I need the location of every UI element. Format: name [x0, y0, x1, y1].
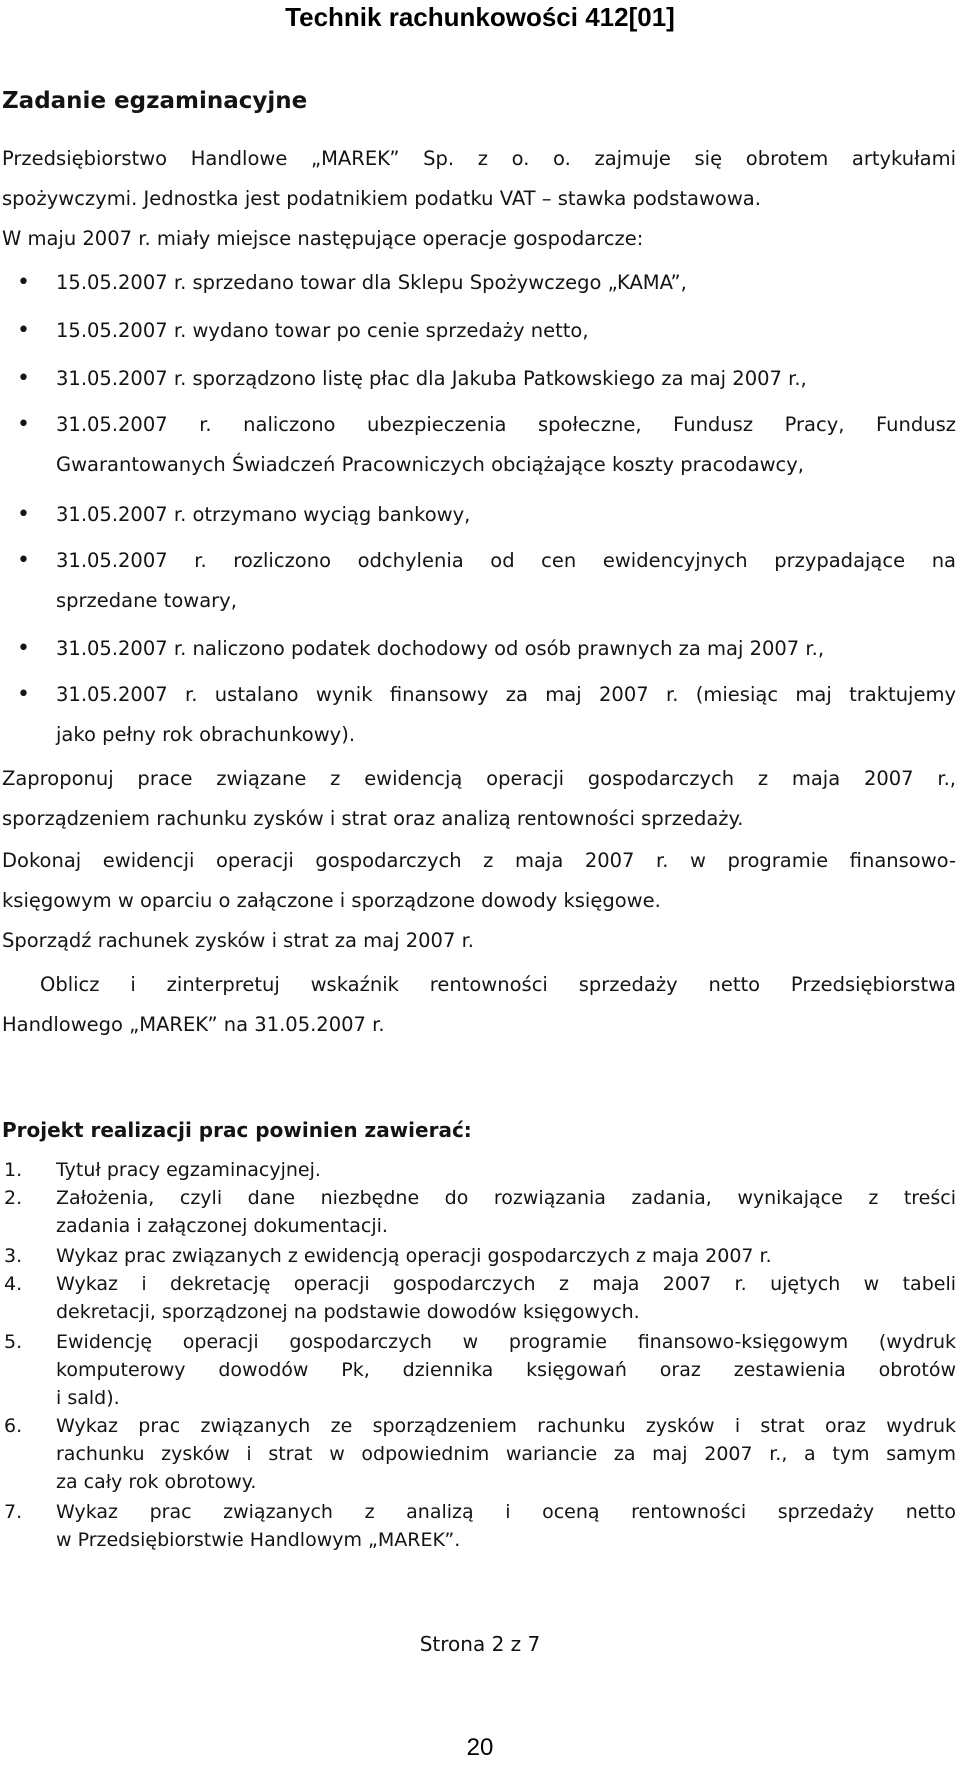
- document-header-title: Technik rachunkowości 412[01]: [285, 2, 675, 32]
- operation-line: 31.05.2007 r. otrzymano wyciąg bankowy,: [56, 503, 471, 526]
- item-number: 5.: [4, 1331, 23, 1353]
- project-item-line: Wykaz prac związanych z ewidencją operacji gospodarczych z maja 2007 r.: [56, 1245, 772, 1267]
- bullet-icon: •: [17, 318, 30, 343]
- instruction-line: Zaproponuj prace związane z ewidencją operacji gospodarczych z maja 2007 r.,: [2, 767, 956, 790]
- operation-line: sprzedane towary,: [56, 589, 237, 612]
- task-heading: Zadanie egzaminacyjne: [2, 88, 308, 114]
- instruction-line: Handlowego „MAREK” na 31.05.2007 r.: [2, 1013, 385, 1036]
- item-number: 3.: [4, 1245, 23, 1267]
- operation-line: 31.05.2007 r. sporządzono listę płac dla Jakuba Patkowskiego za maj 2007 r.,: [56, 367, 807, 390]
- project-heading: Projekt realizacji prac powinien zawierać:: [2, 1118, 472, 1142]
- bullet-icon: •: [17, 366, 30, 391]
- bullet-icon: •: [17, 412, 30, 437]
- operation-line: 15.05.2007 r. wydano towar po cenie sprzedaży netto,: [56, 319, 589, 342]
- project-item-line: za cały rok obrotowy.: [56, 1471, 257, 1493]
- bullet-icon: •: [17, 682, 30, 707]
- bullet-icon: •: [17, 270, 30, 295]
- item-number: 6.: [4, 1415, 23, 1437]
- instruction-line: Sporządź rachunek zysków i strat za maj 2007 r.: [2, 929, 474, 952]
- item-number: 1.: [4, 1159, 23, 1181]
- project-item-line: w Przedsiębiorstwie Handlowym „MAREK”.: [56, 1529, 461, 1551]
- project-item-line: Wykaz i dekretację operacji gospodarczych z maja 2007 r. ujętych w tabeli: [56, 1273, 956, 1295]
- instruction-line: księgowym w oparciu o załączone i sporządzone dowody księgowe.: [2, 889, 661, 912]
- project-item-line: dekretacji, sporządzonej na podstawie dowodów księgowych.: [56, 1301, 640, 1323]
- project-item-line: Ewidencję operacji gospodarczych w programie finansowo-księgowym (wydruk: [56, 1331, 956, 1353]
- operation-line: 31.05.2007 r. naliczono podatek dochodowy od osób prawnych za maj 2007 r.,: [56, 637, 825, 660]
- project-item-line: komputerowy dowodów Pk, dziennika księgowań oraz zestawienia obrotów: [56, 1359, 956, 1381]
- operation-line: 31.05.2007 r. naliczono ubezpieczenia społeczne, Fundusz Pracy, Fundusz: [56, 413, 956, 436]
- project-item-line: Wykaz prac związanych ze sporządzeniem rachunku zysków i strat oraz wydruk: [56, 1415, 956, 1437]
- operation-line: 15.05.2007 r. sprzedano towar dla Sklepu Spożywczego „KAMA”,: [56, 271, 687, 294]
- project-item-line: rachunku zysków i strat w odpowiednim wariancie za maj 2007 r., a tym samym: [56, 1443, 956, 1465]
- operation-line: 31.05.2007 r. rozliczono odchylenia od cen ewidencyjnych przypadające na: [56, 549, 956, 572]
- item-number: 4.: [4, 1273, 23, 1295]
- operation-line: Gwarantowanych Świadczeń Pracowniczych obciążające koszty pracodawcy,: [56, 453, 805, 476]
- project-item-line: zadania i załączonej dokumentacji.: [56, 1215, 388, 1237]
- instruction-line: Oblicz i zinterpretuj wskaźnik rentowności sprzedaży netto Przedsiębiorstwa: [40, 973, 956, 996]
- bullet-icon: •: [17, 502, 30, 527]
- project-item-line: Tytuł pracy egzaminacyjnej.: [56, 1159, 321, 1181]
- item-number: 2.: [4, 1187, 23, 1209]
- item-number: 7.: [4, 1501, 23, 1523]
- instruction-line: Dokonaj ewidencji operacji gospodarczych z maja 2007 r. w programie finansowo-: [2, 849, 956, 872]
- project-item-line: i sald).: [56, 1387, 120, 1409]
- page-of-pages-label: Strona 2 z 7: [419, 1632, 541, 1656]
- instruction-line: sporządzeniem rachunku zysków i strat oraz analizą rentowności sprzedaży.: [2, 807, 744, 830]
- intro-line: Przedsiębiorstwo Handlowe „MAREK” Sp. z o. o. zajmuje się obrotem artykułami: [2, 147, 956, 170]
- page-number: 20: [466, 1734, 494, 1761]
- intro-line: W maju 2007 r. miały miejsce następujące operacje gospodarcze:: [2, 227, 644, 250]
- bullet-icon: •: [17, 636, 30, 661]
- project-item-line: Założenia, czyli dane niezbędne do rozwiązania zadania, wynikające z treści: [56, 1187, 956, 1209]
- operation-line: 31.05.2007 r. ustalano wynik finansowy za maj 2007 r. (miesiąc maj traktujemy: [56, 683, 956, 706]
- intro-line: spożywczymi. Jednostka jest podatnikiem podatku VAT – stawka podstawowa.: [2, 187, 761, 210]
- operation-line: jako pełny rok obrachunkowy).: [56, 723, 356, 746]
- project-item-line: Wykaz prac związanych z analizą i oceną rentowności sprzedaży netto: [56, 1501, 956, 1523]
- bullet-icon: •: [17, 548, 30, 573]
